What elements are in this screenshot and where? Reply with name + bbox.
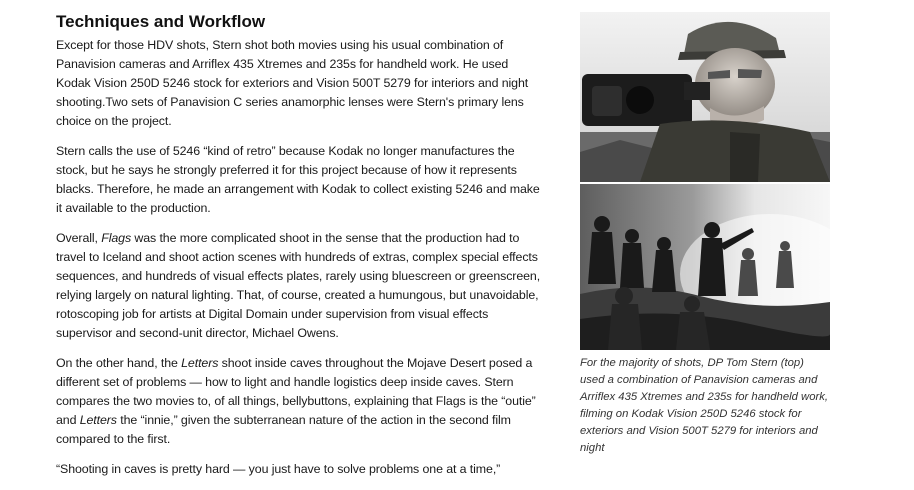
flags-title: Flags — [101, 231, 132, 245]
paragraph-3 — [56, 229, 546, 343]
paragraph-1: Except for those HDV shots, Stern shot both movies using his usual combination of Panavision cameras and Arriflex 435 Xtremes and 235s for handheld work. He used Kodak Vision 250D 5246 stock for exteriors and Vision 500T 5279 for interiors and night shooting.Two sets of Panavision C series anamorphic lenses were Stern's primary lens choice on the project. — [56, 38, 529, 128]
p4-c: the “innie,” given the subterranean nature of the action in the second film compared to the first. — [56, 413, 511, 446]
p4-a: On the other hand, the — [56, 356, 182, 370]
paragraph-4 — [56, 354, 546, 449]
photo-cinematographer — [580, 12, 830, 182]
paragraph-2: Stern calls the use of 5246 “kind of retro” because Kodak no longer manufactures the stock, but he says he strongly preferred it for this project because of how it represents blacks. Therefore, he made an arrangement with Kodak to collect existing 5246 and make it available to the production. — [56, 144, 540, 215]
letters-title-2: Letters — [79, 413, 117, 427]
photo-battle-scene — [580, 184, 830, 350]
p4-b: shoot inside caves throughout the Mojave Desert posed a different set of problems — how to light and handle logistics deep inside caves. Stern compares the two movies to, of all things, bellybuttons, explaining that Flags is the “outie” and — [56, 356, 536, 427]
p3-prefix: Overall, — [56, 231, 102, 245]
photo-caption: For the majority of shots, DP Tom Stern (top) used a combination of Panavision cameras and Arriflex 435 Xtremes and 235s for handheld work, filming on Kodak Vision 250D 5246 stock for exteriors and Vision 500T 5279 for interiors and night — [580, 357, 829, 454]
section-title: Techniques and Workflow — [56, 12, 266, 31]
paragraph-5: “Shooting in caves is pretty hard — you just have to solve problems one at a time,” — [56, 462, 501, 476]
article — [56, 12, 546, 490]
p3-rest: was the more complicated shoot in the sense that the production had to travel to Iceland and shoot action scenes with hundreds of extras, complex special effects sequences, and hundreds of visual effects plates, rarely using bluescreen or greenscreen, relying largely on natural lighting. That, of course, created a humungous, but unavoidable, rotoscoping job for artists at Digital Domain under supervision from visual effects supervisor and second-unit director, Michael Owens. — [56, 231, 541, 340]
letters-title-1: Letters — [181, 356, 219, 370]
